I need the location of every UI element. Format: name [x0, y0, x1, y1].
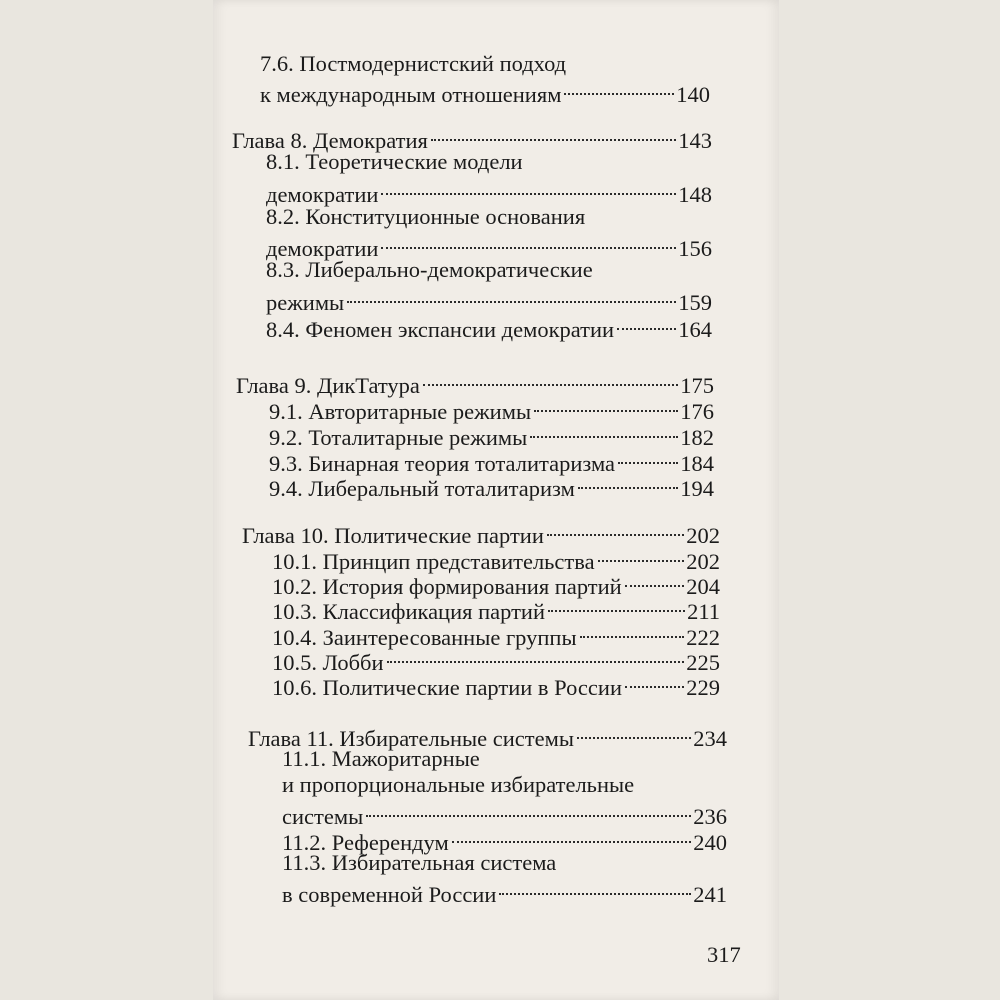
leader-dots — [617, 310, 676, 337]
leader-dots — [423, 366, 678, 393]
toc-entry-title: 8.1. Теоретические модели — [266, 149, 523, 174]
toc-entry-page: 184 — [680, 451, 714, 476]
toc-entry — [282, 797, 727, 829]
toc-entry-page: 194 — [680, 476, 714, 501]
leader-dots — [381, 175, 676, 202]
toc-entry-title: 10.2. История формирования партий — [272, 574, 622, 599]
toc-entry-title: 9.4. Либеральный тоталитаризм — [269, 476, 575, 501]
toc-entry — [282, 771, 727, 798]
page-number: 317 — [707, 942, 741, 967]
toc-entry-title: 8.3. Либерально-демократические — [266, 257, 593, 282]
toc-entry-title: режимы — [266, 290, 345, 315]
toc-entry-page: 241 — [693, 882, 727, 907]
toc-entry-page: 143 — [678, 128, 712, 153]
toc-entry-page: 140 — [676, 82, 710, 107]
toc-entry-title: 10.1. Принцип представительства — [272, 549, 595, 574]
toc-entry-title: Глава 9. ДикТатура — [236, 373, 420, 398]
toc-entry-title: 8.4. Феномен экспансии демократии — [266, 317, 615, 342]
toc-entry — [266, 283, 712, 315]
toc-entry-page: 222 — [686, 625, 720, 650]
leader-dots — [564, 75, 674, 102]
toc-entry — [272, 643, 720, 675]
toc-entry-title: системы — [282, 804, 364, 829]
toc-entry — [266, 203, 712, 230]
table-of-contents — [213, 0, 779, 1000]
leader-dots — [578, 469, 678, 496]
toc-entry — [272, 592, 720, 624]
toc-entry-title: 11.3. Избирательная система — [282, 850, 557, 875]
leader-dots — [625, 567, 685, 594]
toc-chapter — [242, 516, 720, 548]
toc-entry-page: 202 — [686, 549, 720, 574]
toc-entry-page: 234 — [693, 726, 727, 751]
toc-entry-page: 176 — [680, 399, 714, 424]
toc-entry-title: Глава 8. Демократия — [232, 128, 428, 153]
toc-entry — [272, 567, 720, 599]
toc-entry-title: 10.5. Лобби — [272, 650, 384, 675]
toc-entry — [269, 392, 714, 424]
toc-entry-page: 175 — [680, 373, 714, 398]
toc-entry — [269, 469, 714, 501]
toc-entry-title: 10.4. Заинтересованные группы — [272, 625, 577, 650]
toc-entry — [266, 148, 712, 175]
leader-dots — [530, 418, 678, 445]
toc-entry-title: и пропорциональные избирательные — [282, 772, 635, 797]
leader-dots — [598, 542, 685, 569]
leader-dots — [625, 668, 684, 695]
toc-entry — [272, 542, 720, 574]
toc-entry-page: 211 — [687, 599, 720, 624]
toc-entry — [266, 310, 712, 342]
toc-entry-page: 240 — [693, 830, 727, 855]
leader-dots — [366, 797, 691, 824]
toc-entry-title: 11.1. Мажоритарные — [282, 746, 480, 771]
leader-dots — [548, 592, 685, 619]
toc-entry-page: 204 — [686, 574, 720, 599]
leader-dots — [499, 875, 691, 902]
leader-dots — [534, 392, 678, 419]
toc-chapter — [248, 719, 727, 751]
toc-entry-page: 164 — [678, 317, 712, 342]
toc-entry-title: 10.3. Классификация партий — [272, 599, 546, 624]
toc-entry-title: демократии — [266, 236, 379, 261]
toc-entry — [269, 444, 714, 476]
toc-entry — [266, 256, 712, 283]
toc-entry-page: 229 — [686, 675, 720, 700]
toc-entry-title: к международным отношениям — [260, 82, 562, 107]
toc-entry — [269, 418, 714, 450]
toc-entry-page: 159 — [678, 290, 712, 315]
toc-entry — [282, 849, 727, 876]
leader-dots — [431, 121, 676, 148]
leader-dots — [547, 516, 684, 543]
toc-entry-title: 11.2. Референдум — [282, 830, 449, 855]
toc-entry-page: 225 — [686, 650, 720, 675]
leader-dots — [381, 229, 676, 256]
toc-entry — [272, 668, 720, 700]
toc-entry-title: 10.6. Политические партии в России — [272, 675, 622, 700]
leader-dots — [347, 283, 676, 310]
toc-entry — [272, 618, 720, 650]
toc-entry-title: Глава 10. Политические партии — [242, 523, 544, 548]
toc-entry-title: в современной России — [282, 882, 497, 907]
leader-dots — [580, 618, 685, 645]
toc-entry — [282, 875, 727, 907]
leader-dots — [452, 823, 691, 850]
toc-entry-title: 9.2. Тоталитарные режимы — [269, 425, 528, 450]
toc-entry — [266, 229, 712, 261]
leader-dots — [387, 643, 685, 670]
toc-entry — [282, 823, 727, 855]
leader-dots — [577, 719, 691, 746]
toc-entry-title: демократии — [266, 182, 379, 207]
toc-chapter — [232, 121, 712, 153]
toc-entry-title: 8.2. Конституционные основания — [266, 204, 586, 229]
book-page — [213, 0, 779, 1000]
toc-entry-page: 202 — [686, 523, 720, 548]
toc-entry-title: 9.1. Авторитарные режимы — [269, 399, 532, 424]
toc-chapter — [236, 366, 714, 398]
toc-entry — [260, 50, 710, 77]
toc-entry — [266, 175, 712, 207]
toc-entry-title: 9.3. Бинарная теория тоталитаризма — [269, 451, 616, 476]
toc-entry-title: 7.6. Постмодернистский подход — [260, 51, 567, 76]
toc-entry — [282, 745, 727, 772]
toc-entry-title: Глава 11. Избирательные системы — [248, 726, 574, 751]
toc-entry-page: 182 — [680, 425, 714, 450]
toc-entry-page: 236 — [693, 804, 727, 829]
leader-dots — [618, 444, 678, 471]
toc-entry — [260, 75, 710, 107]
toc-entry-page: 156 — [678, 236, 712, 261]
toc-entry-page: 148 — [678, 182, 712, 207]
